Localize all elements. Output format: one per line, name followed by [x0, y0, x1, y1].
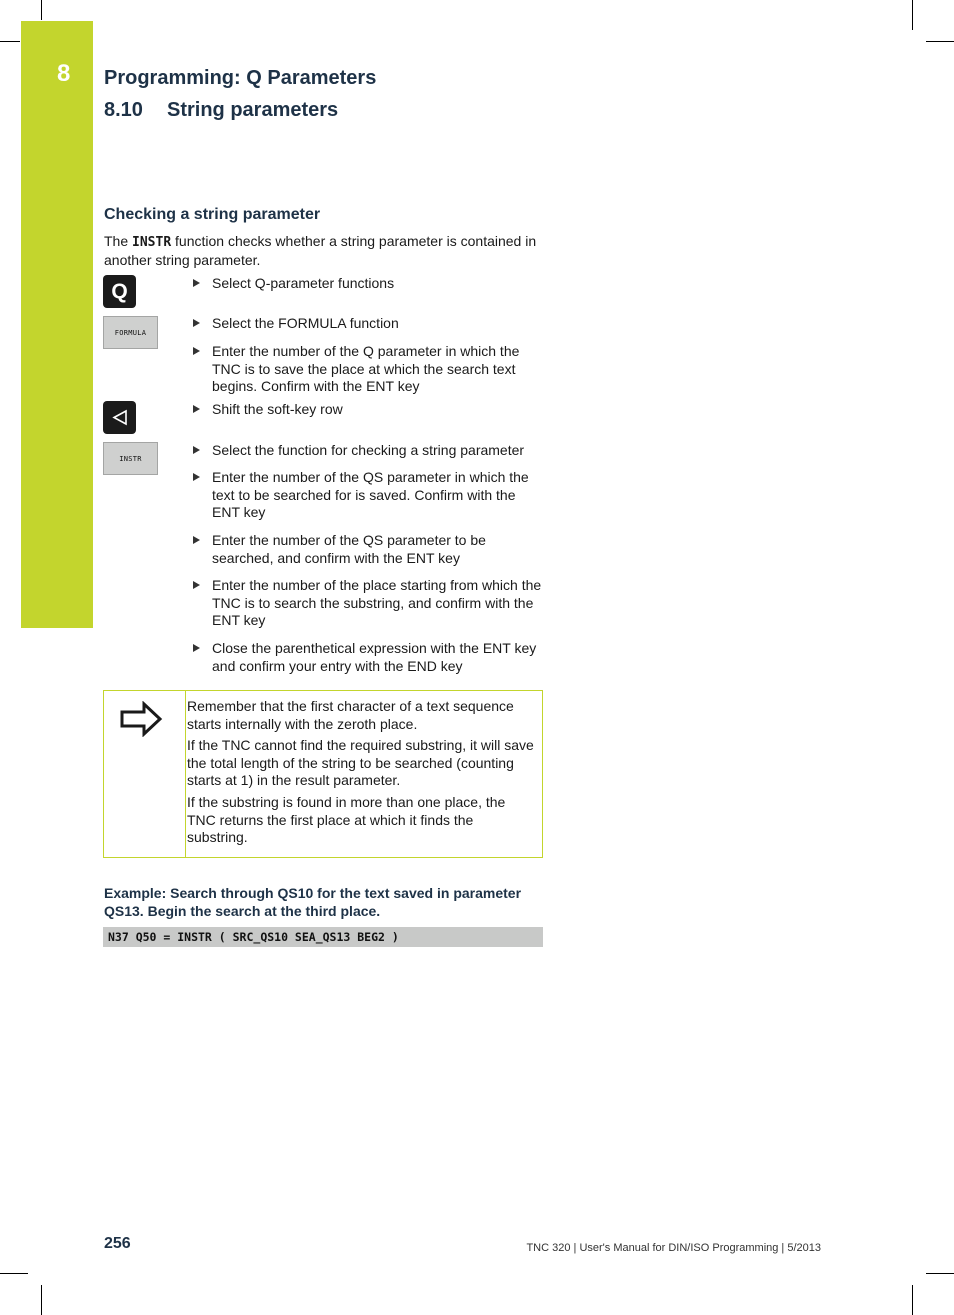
bullet-triangle-icon [193, 347, 200, 355]
step-item [193, 401, 543, 419]
subsection-heading: Checking a string parameter [104, 206, 321, 223]
bullet-triangle-icon [193, 446, 200, 454]
intro-prefix: The [104, 233, 133, 249]
step-text: Enter the number of the QS parameter in which the text to be searched for is saved. Confirm with the ENT key [212, 469, 529, 520]
chapter-number: 8 [57, 60, 71, 87]
arrow-right-icon [120, 701, 164, 737]
crop-mark [0, 1273, 28, 1274]
code-line: N37 Q50 = INSTR ( SRC_QS10 SEA_QS13 BEG2 ) [103, 927, 543, 947]
step-text: Select the function for checking a string parameter [212, 442, 525, 458]
example-heading: Example: Search through QS10 for the text saved in parameter QS13. Begin the search at the third place. [104, 885, 522, 919]
crop-mark [926, 41, 954, 42]
footer-text: TNC 320 | User's Manual for DIN/ISO Programming | 5/2013 [526, 1242, 821, 1254]
note-paragraph: If the TNC cannot find the required substring, it will save the total length of the string to be searched (counting starts at 1) in the result parameter. [187, 737, 534, 788]
step-item [193, 442, 543, 460]
step-item [193, 343, 543, 396]
crop-mark [912, 0, 913, 30]
note-divider [185, 690, 186, 858]
bullet-triangle-icon [193, 405, 200, 413]
step-item [193, 315, 543, 333]
crop-mark [926, 1273, 954, 1274]
section-name: String parameters [167, 99, 339, 121]
crop-mark [912, 1285, 913, 1315]
step-item [193, 532, 543, 567]
step-text: Enter the number of the QS parameter to be searched, and confirm with the ENT key [212, 532, 486, 566]
triangle-left-icon [103, 401, 136, 434]
bullet-triangle-icon [193, 279, 200, 287]
step-text: Shift the soft-key row [212, 401, 343, 417]
instr-softkey-icon: INSTR [103, 442, 158, 475]
step-item [193, 640, 543, 675]
step-text: Enter the number of the place starting from which the TNC is to search the substring, and confirm with the ENT key [212, 577, 542, 628]
bullet-triangle-icon [193, 319, 200, 327]
chapter-tab [21, 21, 93, 628]
step-text: Enter the number of the Q parameter in which the TNC is to save the place at which the search text begins. Confirm with the ENT key [212, 343, 520, 394]
crop-mark [41, 0, 42, 20]
formula-softkey-icon: FORMULA [103, 316, 158, 349]
note-paragraph: If the substring is found in more than one place, the TNC returns the first place at which it finds the substring. [187, 794, 506, 845]
q-key-icon: Q [103, 275, 136, 308]
step-item [193, 275, 543, 293]
shift-softkey-row-icon [103, 401, 136, 434]
instr-keyword: INSTR [132, 235, 172, 250]
bullet-triangle-icon [193, 581, 200, 589]
note-paragraph: Remember that the first character of a text sequence starts internally with the zeroth place. [187, 698, 514, 732]
step-item [193, 577, 543, 630]
step-text: Select Q-parameter functions [212, 275, 395, 291]
bullet-triangle-icon [193, 536, 200, 544]
crop-mark [41, 1285, 42, 1315]
step-item [193, 469, 543, 522]
intro-paragraph [104, 233, 544, 269]
step-text: Select the FORMULA function [212, 315, 399, 331]
bullet-triangle-icon [193, 473, 200, 481]
bullet-triangle-icon [193, 644, 200, 652]
chapter-title: Programming: Q Parameters [104, 67, 377, 89]
section-number: 8.10 [104, 99, 143, 121]
intro-suffix: function checks whether a string parameter is contained in another string parameter. [104, 233, 537, 268]
crop-mark [0, 41, 20, 42]
step-text: Close the parenthetical expression with the ENT key and confirm your entry with the END key [212, 640, 537, 674]
section-title [104, 99, 338, 122]
page-number: 256 [104, 1235, 131, 1252]
